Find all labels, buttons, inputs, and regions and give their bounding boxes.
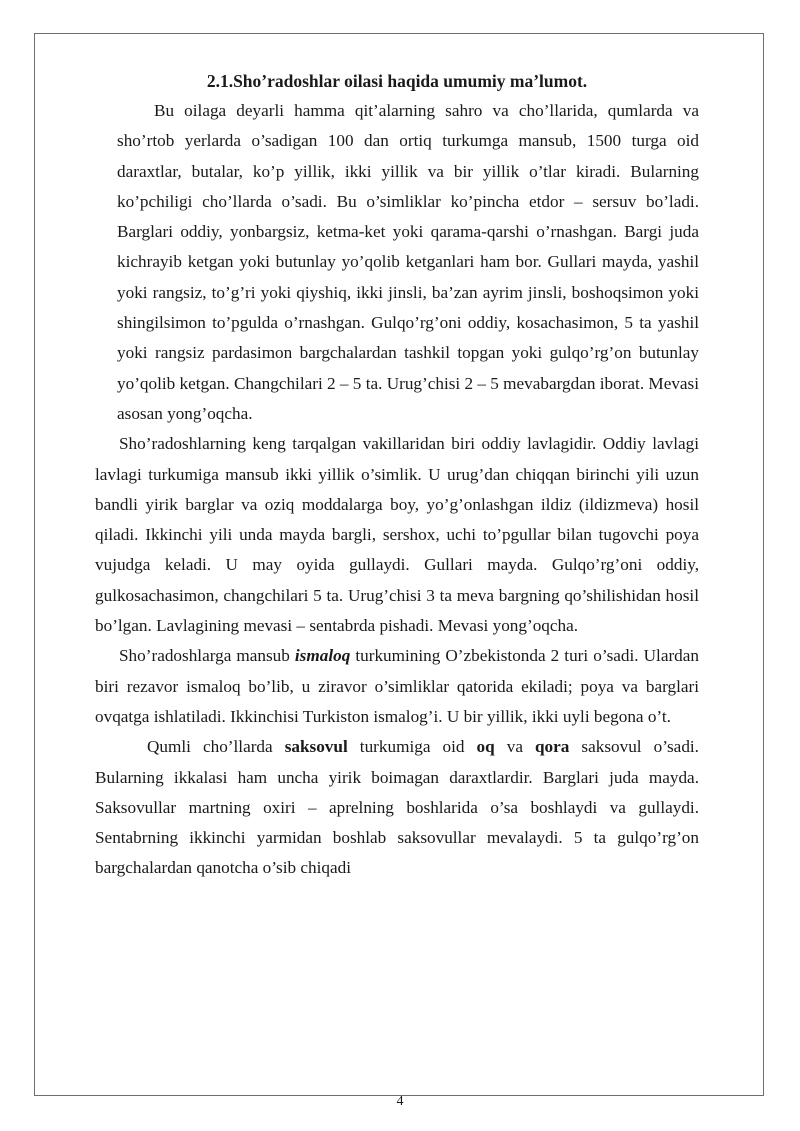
term-qora: qora	[535, 737, 570, 757]
paragraph-saksovul-text-1: Qumli cho’llarda	[147, 737, 285, 757]
term-saksovul: saksovul	[284, 737, 348, 757]
paragraph-lavlagi: Sho’radoshlarning keng tarqalgan vakillaridan biri oddiy lavlagidir. Oddiy lavlagi lavlagi turkumiga mansub ikki yillik o’simlik. U urug’dan chiqqan birinchi yili uzun bandli yirik barglar va oziq moddalarga boy, yo’g’onlashgan ildiz (ildizmeva) hosil qiladi. Ikkinchi yili unda mayda bargli, sershox, uchi to’pgullar bilan tugovchi poya vujudga keladi. U may oyida gullaydi. Gullari mayda. Gulqo’rg’oni oddiy, gulkosachasimon, changchilari 5 ta. Urug’chisi 3 ta meva bargning qo’shilishidan hosil bo’lgan. Lavlagining mevasi – sentabrda pishadi. Mevasi yong’oqcha.	[95, 434, 699, 636]
paragraph-intro: Bu oilaga deyarli hamma qit’alarning sahro va cho’llarida, qumlarda va sho’rtob yerlarda o’sadigan 100 dan ortiq turkumga mansub, 1500 turga oid daraxtlar, butalar, ko’p yillik, ikki yillik va bir yillik o’tlar kiradi. Bularning ko’pchiligi cho’llarda o’sadi. Bu o’simliklar ko’pincha etdor – sersuv bo’ladi. Barglari oddiy, yonbargsiz, ketma-ket yoki qarama-qarshi o’rnashgan. Bargi juda kichrayib ketgan yoki butunlay yo’qolib ketganlari ham bor. Gullari mayda, yashil yoki rangsiz, to’g’ri yoki qiyshiq, ikki jinsli, ba’zan ayrim jinsli, boshoqsimon yoki shingilsimon to’pgulda o’rnashgan. Gulqo’rg’oni oddiy, kosachasimon, 5 ta yashil yoki rangsiz pardasimon bargchalardan tashkil topgan yoki gulqo’rg’on butunlay yo’qolib ketgan. Changchilari 2 – 5 ta. Urug’chisi 2 – 5 mevabargdan iborat. Mevasi asosan yong’oqcha.	[117, 101, 700, 423]
page-number: 4	[396, 1094, 404, 1109]
paragraph-ismaloq-text-after: turkumining O’zbekistonda 2 turi o’sadi. Ulardan biri rezavor ismaloq bo’lib, u ziravor o’simliklar qatorida ekiladi; poya va barglari ovqatga ishlatiladi. Ikkinchisi Turkiston ismalog’i. U bir yillik, ikki uyli begona o’t.	[95, 646, 699, 726]
paragraph-ismaloq-text-before: Sho’radoshlarga mansub	[119, 646, 295, 666]
paragraph-saksovul-text-2: turkumiga oid	[347, 737, 477, 757]
paragraph-saksovul-text-4: saksovul o’sadi. Bularning ikkalasi ham uncha yirik boimagan daraxtlardir. Barglari juda mayda. Saksovullar martning oxiri – aprelning boshlarida o’sa boshlaydi va gullaydi. Sentabrning ikkinchi yarmidan boshlab saksovullar mevalaydi. 5 ta gulqo’rg’on bargchalardan qanotcha o’sib chiqadi	[95, 737, 699, 878]
section-title: 2.1.Sho’radoshlar oilasi haqida umumiy ma’lumot.	[206, 71, 588, 91]
term-ismaloq: ismaloq	[294, 646, 351, 666]
paragraph-ismaloq	[95, 641, 699, 732]
document-body	[95, 66, 699, 884]
paragraph-saksovul-text-3: va	[494, 737, 535, 757]
term-oq: oq	[476, 737, 495, 757]
paragraph-saksovul	[95, 732, 699, 883]
